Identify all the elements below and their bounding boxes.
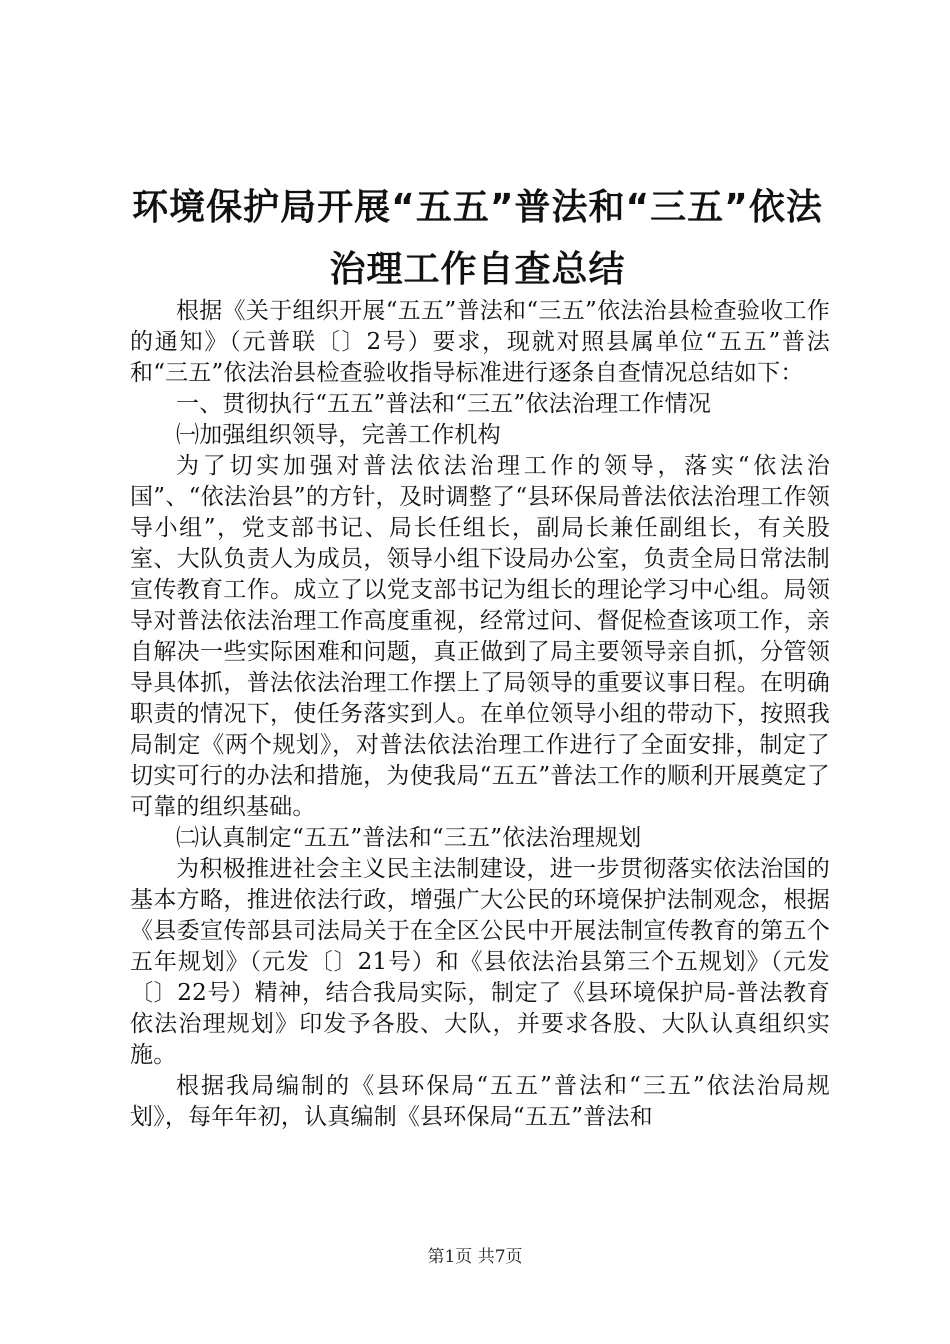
subsection-heading-1: ㈠加强组织领导，完善工作机构 xyxy=(176,422,501,448)
document-body xyxy=(130,296,830,1133)
body-paragraph-1: 为了切实加强对普法依法治理工作的领导，落实“依法治国”、“依法治县”的方针，及时调整了“县环保局普法依法治理工作领导小组”，党支部书记、局长任组长，副局长兼任副组长，有关股室、大队负责人为成员，领导小组下设局办公室，负责全局日常法制宣传教育工作。成立了以党支部书记为组长的理论学习中心组。局领导对普法依法治理工作高度重视，经常过问、督促检查该项工作，亲自解决一些实际困难和问题，真正做到了局主要领导亲自抓，分管领导具体抓，普法依法治理工作摆上了局领导的重要议事日程。在明确职责的情况下，使任务落实到人。在单位领导小组的带动下，按照我局制定《两个规划》，对普法依法治理工作进行了全面安排，制定了切实可行的办法和措施，为使我局“五五”普法工作的顺利开展奠定了可靠的组织基础。 xyxy=(130,453,830,820)
document-title-line-1: 环境保护局开展“五五”普法和“三五”依法 xyxy=(132,187,823,228)
body-paragraph-3: 根据我局编制的《县环保局“五五”普法和“三五”依法治局规划》，每年年初，认真编制《县环保局“五五”普法和 xyxy=(130,1073,830,1130)
subsection-heading-2: ㈡认真制定“五五”普法和“三五”依法治理规划 xyxy=(176,825,642,851)
section-heading-1: 一、贯彻执行“五五”普法和“三五”依法治理工作情况 xyxy=(176,391,712,417)
intro-paragraph: 根据《关于组织开展“五五”普法和“三五”依法治县检查验收工作的通知》（元普联〔〕2号）要求，现就对照县属单位“五五”普法和“三五”依法治县检查验收指导标准进行逐条自查情况总结如下： xyxy=(130,298,830,386)
body-paragraph-2: 为积极推进社会主义民主法制建设，进一步贯彻落实依法治国的基本方略，推进依法行政，增强广大公民的环境保护法制观念，根据《县委宣传部县司法局关于在全区公民中开展法制宣传教育的第五个五年规划》（元发〔〕21号）和《县依法治县第三个五规划》（元发〔〕22号）精神，结合我局实际，制定了《县环境保护局-普法教育依法治理规划》印发予各股、大队，并要求各股、大队认真组织实施。 xyxy=(130,856,830,1068)
document-title-line-2: 治理工作自查总结 xyxy=(329,249,626,290)
page-footer: 第1页 共7页 xyxy=(427,1247,523,1267)
